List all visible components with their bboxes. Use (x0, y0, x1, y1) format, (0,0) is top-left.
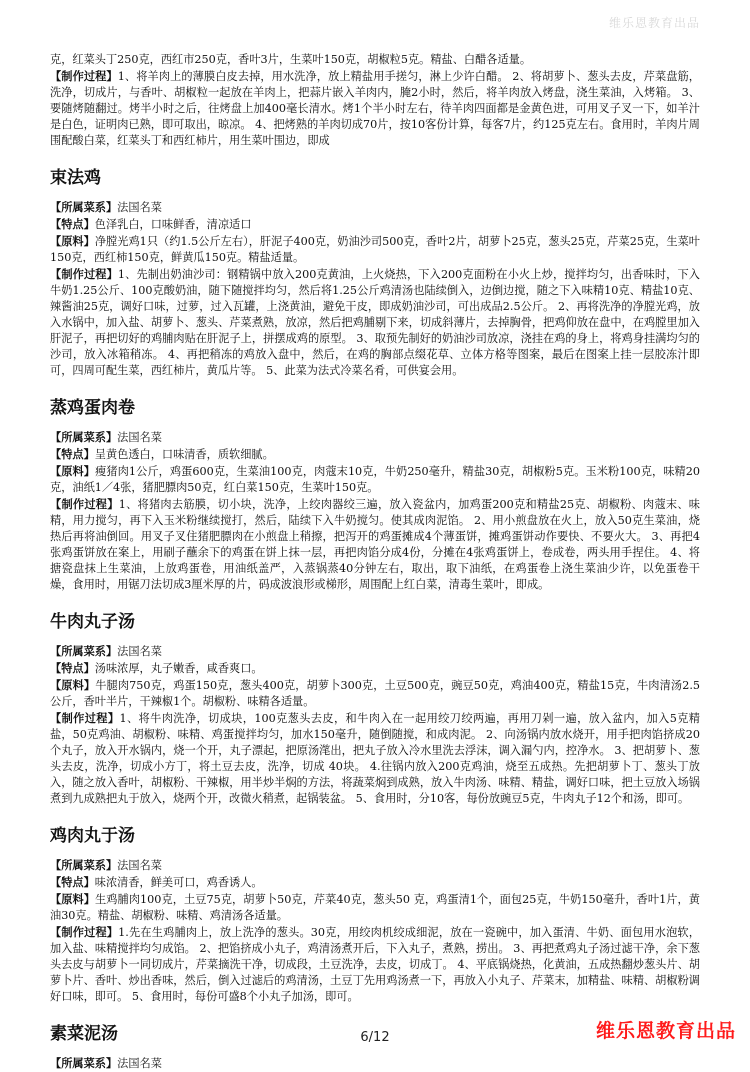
cuisine-text: 法国名菜 (117, 201, 162, 214)
recipe-feature (50, 216, 700, 233)
recipe-cuisine (50, 1055, 700, 1072)
recipe-feature (50, 660, 700, 677)
ingredients-label: 【原料】 (50, 678, 96, 692)
recipe-feature (50, 446, 700, 463)
feature-label: 【特点】 (50, 217, 95, 231)
process-text: 1、将羊肉上的薄膜白皮去掉，用水洗净，放上精盐用手搓匀，淋上少许白醋。 2、将胡萝卜、葱头去皮，芹菜盘筋，洗净，切成片，与香叶、胡椒粒一起放在羊肉上，把蒜片嵌入羊肉内，腌2小时，然后，将羊肉放入烤盘，浇生菜油，入烤箱。 3、要随烤随翻过。烤半小时之后，往烤盘上加400毫长清水。烤1个半小时左右，待羊肉四面都是金黄色进，可用叉子叉一下，如羊汁是白色，证明肉已熟，即可取出，晾凉。 4、把烤熟的羊肉切成70片，按10客份计算，每客7片，约125克左右。食用时，羊肉片周围配酸白菜，红菜头丁和西红柿片，用生菜叶围边，即成 (50, 70, 700, 147)
document-body (50, 52, 700, 1072)
recipe-ingredients (50, 463, 700, 496)
process-label: 【制作过程】 (50, 267, 118, 281)
ingredients-text: 净膛光鸡1只（约1.5公斤左右），肝泥子400克，奶油沙司500克，香叶2片，胡萝卜25克，葱头25克，芹菜25克，生菜叶150克，西红柿150克，鲜黄瓜150克。精盐适量。 (50, 235, 700, 264)
intro-ingredients-tail: 克，红菜头丁250克，西红市250克，香叶3片，生菜叶150克，胡椒粒5克。精盐、白醋各适量。 (50, 53, 532, 66)
recipe-cuisine (50, 857, 700, 874)
recipe-ingredients (50, 233, 700, 266)
feature-label: 【特点】 (50, 447, 95, 461)
intro-process (50, 68, 700, 149)
ingredients-label: 【原料】 (50, 464, 96, 478)
feature-text: 色泽乳白，口味鲜香，清凉适口 (94, 218, 252, 231)
watermark-bottom: 维乐恩教育出品 (595, 1020, 736, 1042)
recipe-cuisine (50, 429, 700, 446)
process-text: 1、将猪肉去筋膜，切小块，洗净，上绞肉器绞三遍，放入瓷盆内，加鸡蛋200克和精盐25克、胡椒粉、肉蔻末、味精，用力搅匀，再下入玉米粉继续搅打，然后，陆续下入牛奶搅匀。使其成肉泥馅。 2、用小煎盘放在火上，放入50克生菜油，烧热后再将油倒回。用叉子叉住猪肥膘肉在小煎盘上稍擦，把泻开的鸡蛋摊成4个薄蛋饼，摊鸡蛋饼动作要快、不要火大。 3、再把4张鸡蛋饼放在案上，用刷子蘸余下的鸡蛋在饼上抹一层，再把肉馅分成4份，分摊在4张鸡蛋饼上，卷成卷，两头用手捏住。 4、将搪瓷盘抹上生菜油，上放鸡蛋卷，用油纸盖严，入蒸锅蒸40分钟左右，取出，取下油纸，在鸡蛋卷上浇生菜油少许，以免蛋卷干燥，食用时，用锯刀法切成3厘米厚的片，码成波浪形或梯形，周围配上红白菜，清毒生菜叶，即成。 (50, 498, 700, 591)
feature-text: 呈黄色透白，口味清香，质软细腻。 (94, 448, 274, 461)
cuisine-text: 法国名菜 (117, 431, 162, 444)
recipe-title: 蒸鸡蛋肉卷 (50, 398, 135, 418)
cuisine-text: 法国名菜 (117, 645, 162, 658)
process-label: 【制作过程】 (50, 69, 118, 83)
ingredients-label: 【原料】 (50, 234, 95, 248)
recipe-title: 素菜泥汤 (50, 1024, 118, 1044)
ingredients-text: 生鸡脯肉100克，土豆75克，胡萝卜50克，芹菜40克，葱头50 克，鸡蛋清1个，面包25克，牛奶150毫升，香叶1片，黄油30克。精盐、胡椒粉、味精、鸡清汤各适量。 (50, 893, 700, 922)
recipe-process (50, 924, 700, 1005)
cuisine-label: 【所属菜系】 (50, 430, 118, 444)
recipe-title: 牛肉丸子汤 (50, 612, 135, 632)
process-text: 1.先在生鸡脯肉上，放上洗净的葱头。30克，用绞肉机绞成细泥，放在一瓷碗中，加入蛋清、牛奶、面包用水泡软，加入盐、味精搅拌均匀成馅。 2、把馅挤成小丸子，鸡清汤煮开后，下入丸子，煮熟，捞出。 3、再把煮鸡丸子汤过滤干净，余下葱头去皮与胡萝卜一同切成片，芹菜摘洗干净，切成段，土豆洗净，去皮，切成丁。 4、平底锅烧热，化黄油，五成热翻炒葱头片、胡萝卜片、香叶、炒出香味，然后，倒入过滤后的鸡清汤，土豆丁先用鸡汤煮一下，再放入小丸子、芹菜末，加精盐、味精、胡椒粉调好口味，即可。 5、食用时，每份可盛8个小丸子加汤，即可。 (50, 926, 700, 1003)
cuisine-text: 法国名菜 (117, 1057, 162, 1070)
cuisine-label: 【所属菜系】 (50, 858, 118, 872)
process-label: 【制作过程】 (50, 497, 119, 511)
feature-text: 味浓清香，鲜美可口，鸡香诱人。 (94, 876, 263, 889)
cuisine-text: 法国名菜 (117, 859, 162, 872)
recipe-title: 鸡肉丸于汤 (50, 826, 135, 846)
recipe-cuisine (50, 199, 700, 216)
ingredients-text: 牛腿肉750克，鸡蛋150克，葱头400克，胡萝卜300克，土豆500克，豌豆50克，鸡油400克，精盐15克，牛肉清汤2.5公斤，香叶半片，干辣椒1个。胡椒粉、味精各适量。 (50, 679, 700, 708)
process-label: 【制作过程】 (50, 711, 120, 725)
process-label: 【制作过程】 (50, 925, 119, 939)
feature-label: 【特点】 (50, 661, 95, 675)
page-number: 6/12 (360, 1030, 390, 1045)
recipe-ingredients (50, 677, 700, 710)
recipe-ingredients (50, 891, 700, 924)
watermark-top: 维乐恩教育出品 (608, 16, 700, 30)
ingredients-label: 【原料】 (50, 892, 96, 906)
process-text: 1、先制出奶油沙司：钢精锅中放入200克黄油，上火烧热，下入200克面粉在小火上炒，搅拌均匀，出香味时，下入牛奶1.25公斤、100克酸奶油，随下随搅拌均匀，然后将1.25公斤鸡清汤也陆续倒入，边倒边搅，随之下入味精10克、精盐10克、辣酱油25克，调好口味，过萝，过入瓦罐，上浇黄油，避免干皮，即成奶油沙司，可出成品2.5公斤。 2、再将洗净的净膛光鸡，放入水锅中，加入盐、胡萝卜、葱头、芹菜煮熟，放凉，然后把鸡脯剔下来，切成斜薄片，去掉胸骨，把鸡仰放在盘中，在鸡膛里加入肝泥子，再把切好的鸡脯肉贴在肝泥子上，拼摆成鸡的原型。 3、取预先制好的奶油沙司放凉，浇挂在鸡的身上，将鸡身挂满均匀的沙司，放入冰箱稍冻。 4、再把稍冻的鸡放入盘中，然后，在鸡的胸部点缀花草、立体方格等图案，最后在图案上挂一层胶冻汁即可，四周可配生菜，西红柿片，黄瓜片等。 5、此菜为法式冷菜名肴，可供宴会用。 (50, 268, 700, 377)
cuisine-label: 【所属菜系】 (50, 644, 118, 658)
recipe-title: 束法鸡 (50, 168, 101, 188)
feature-label: 【特点】 (50, 875, 95, 889)
recipe-process (50, 496, 700, 593)
ingredients-text: 瘦猪肉1公斤，鸡蛋600克，生菜油100克，肉蔻末10克，牛奶250毫升，精盐30克，胡椒粉5克。玉米粉100克，味精20克，油纸1／4张，猪肥膘肉50克，红白菜150克，生菜叶150克。 (50, 465, 700, 494)
process-text: 1、将牛肉洗净，切成块，100克葱头去皮，和牛肉入在一起用绞刀绞两遍，再用刀剁一遍，放入盆内，加入5克精盐，50克鸡油、胡椒粉、味精、鸡蛋搅拌均匀，加水150毫升，随倒随搅，和成肉泥。 2、向汤锅内放水烧开，用手把肉馅挤成20个丸子，放入开水锅内，烧一个开，丸子漂起，把原汤滗出，把丸子放入冷水里洗去浮沫，调入漏勺内，控净水。 3、把胡萝卜、葱头去皮，洗净，切成小方丁，将土豆去皮，洗净，切成 40块。 4.往锅内放入200克鸡油，烧至五成热。先把胡萝卜丁、葱头丁放入，随之放入香叶，胡椒粉、干辣椒，用半炒半焖的方法，将蔬菜焖到成熟，放入牛肉汤、味精、精盐，调好口味，把土豆放入场锅煮到九成熟把丸于放入，烧两个开，改微火稍煮，起锅装盆。 5、食用时，分10客，每份放豌豆5克，牛肉丸子12个和汤，即可。 (50, 712, 700, 805)
cuisine-label: 【所属菜系】 (50, 200, 118, 214)
recipe-process (50, 266, 700, 379)
recipe-process (50, 710, 700, 807)
cuisine-label: 【所属菜系】 (50, 1056, 118, 1070)
recipe-cuisine (50, 643, 700, 660)
feature-text: 汤味浓厚，丸子嫩香，咸香爽口。 (94, 662, 263, 675)
recipe-feature (50, 874, 700, 891)
